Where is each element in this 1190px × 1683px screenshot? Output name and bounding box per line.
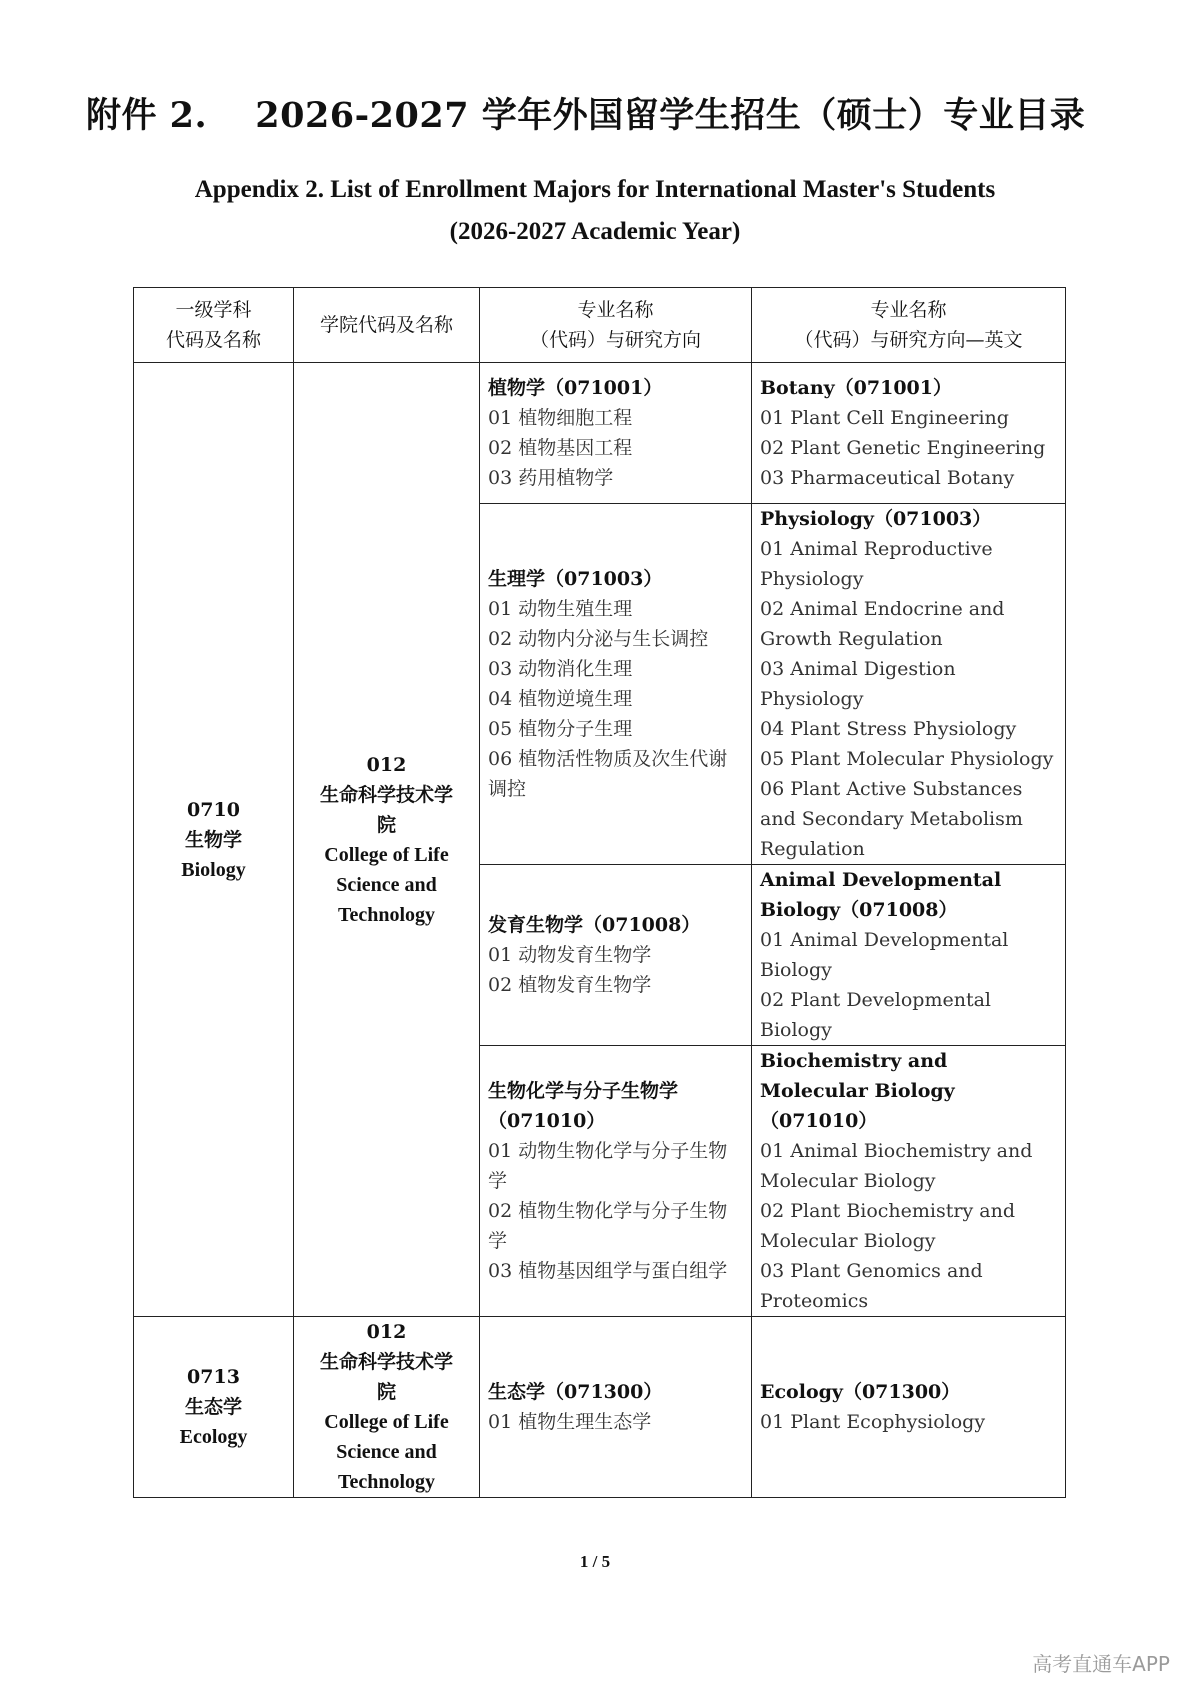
major-cn-cell (480, 504, 752, 865)
major-cn-cell (480, 1046, 752, 1317)
research-direction-en: 01 Plant Ecophysiology (760, 1411, 986, 1433)
majors-table (133, 287, 1066, 1498)
college-name-cn: 院 (376, 1381, 396, 1403)
research-direction-cn: 03 动物消化生理 (488, 658, 633, 680)
major-name-cn: 生物化学与分子生物学（071010） (488, 1080, 679, 1132)
page-number: 1 / 5 (579, 1552, 611, 1571)
college-name-en: Technology (337, 1471, 436, 1493)
table-row (134, 363, 1066, 504)
research-direction-cn: 01 动物发育生物学 (488, 944, 652, 966)
research-direction-en: 01 Animal Developmental Biology (760, 929, 1009, 981)
table-header-row (134, 288, 1066, 363)
major-cn-cell (480, 1317, 752, 1498)
title-text: 2026-2027 学年外国留学生招生（硕士）专业目录 (255, 95, 1086, 136)
discipline-cell (134, 1317, 294, 1498)
discipline-cell (134, 363, 294, 1317)
college-cell (294, 363, 480, 1317)
research-direction-cn: 02 植物生物化学与分子生物学 (488, 1200, 728, 1252)
research-direction-cn: 02 动物内分泌与生长调控 (488, 628, 709, 650)
college-code: 012 (366, 1321, 407, 1343)
page-title-cn (86, 88, 1106, 140)
major-name-en: Ecology（071300） (760, 1381, 961, 1403)
research-direction-cn: 03 药用植物学 (488, 467, 614, 489)
research-direction-en: 02 Plant Genetic Engineering (760, 437, 1046, 459)
research-direction-cn: 01 动物生物化学与分子生物学 (488, 1140, 728, 1192)
research-direction-cn: 04 植物逆境生理 (488, 688, 633, 710)
major-name-cn: 植物学（071001） (488, 377, 663, 399)
research-direction-cn: 06 植物活性物质及次生代谢调控 (488, 748, 728, 800)
discipline-name-en: Biology (181, 858, 246, 881)
college-name-en: Science and (336, 873, 437, 896)
major-en-cell (752, 865, 1066, 1046)
research-direction-cn: 05 植物分子生理 (488, 718, 633, 740)
research-direction-cn: 01 植物生理生态学 (488, 1411, 652, 1433)
research-direction-cn: 03 植物基因组学与蛋白组学 (488, 1260, 728, 1282)
research-direction-en: 01 Animal Reproductive Physiology (760, 538, 993, 590)
college-name-en: College of Life (324, 843, 449, 866)
research-direction-en: 01 Animal Biochemistry and Molecular Biology (760, 1140, 1033, 1192)
title-prefix: 附件 2. (86, 95, 208, 136)
research-direction-en: 03 Animal Digestion Physiology (760, 658, 956, 710)
college-name-en: Science and (336, 1441, 437, 1463)
header-college: 学院代码及名称 (294, 288, 480, 363)
header-discipline: 一级学科 代码及名称 (134, 288, 294, 363)
major-name-cn: 生理学（071003） (488, 568, 663, 590)
research-direction-en: 06 Plant Active Substances and Secondary Metabolism Regulation (760, 778, 1023, 860)
discipline-name-cn: 生态学 (184, 1396, 242, 1418)
major-name-en: Biochemistry and Molecular Biology（071010） (760, 1050, 955, 1132)
major-name-cn: 发育生物学（071008） (488, 914, 701, 936)
major-cn-cell (480, 865, 752, 1046)
page-title-en-line1: Appendix 2. List of Enrollment Majors for International Master's Students (194, 176, 996, 203)
research-direction-en: 05 Plant Molecular Physiology (760, 748, 1054, 770)
major-en-cell (752, 363, 1066, 504)
table-row (134, 1317, 1066, 1498)
research-direction-en: 02 Animal Endocrine and Growth Regulation (760, 598, 1005, 650)
college-name-cn: 院 (376, 813, 396, 836)
page-title-en-line2: (2026-2027 Academic Year) (449, 218, 741, 245)
college-name-cn: 生命科学技术学 (319, 1351, 453, 1373)
research-direction-en: 01 Plant Cell Engineering (760, 407, 1009, 429)
research-direction-en: 03 Plant Genomics and Proteomics (760, 1260, 983, 1312)
college-name-en: Technology (337, 903, 436, 926)
header-major-en: 专业名称 （代码）与研究方向—英文 (752, 288, 1066, 363)
watermark: 高考直通车APP (1032, 1652, 1170, 1676)
header-major-cn: 专业名称 （代码）与研究方向 (480, 288, 752, 363)
research-direction-en: 02 Plant Developmental Biology (760, 989, 991, 1041)
research-direction-en: 04 Plant Stress Physiology (760, 718, 1017, 740)
major-en-cell (752, 1317, 1066, 1498)
research-direction-cn: 02 植物发育生物学 (488, 974, 652, 996)
research-direction-cn: 01 植物细胞工程 (488, 407, 633, 429)
research-direction-en: 03 Pharmaceutical Botany (760, 467, 1015, 489)
college-name-cn: 生命科学技术学 (319, 783, 453, 806)
major-en-cell (752, 1046, 1066, 1317)
major-cn-cell (480, 363, 752, 504)
major-name-cn: 生态学（071300） (488, 1381, 663, 1403)
research-direction-cn: 02 植物基因工程 (488, 437, 633, 459)
major-name-en: Physiology（071003） (760, 508, 992, 530)
major-en-cell (752, 504, 1066, 865)
college-name-en: College of Life (324, 1411, 449, 1433)
discipline-name-cn: 生物学 (184, 828, 242, 851)
major-name-en: Botany（071001） (760, 377, 952, 399)
college-code: 012 (366, 753, 407, 776)
discipline-code: 0713 (187, 1366, 240, 1388)
research-direction-en: 02 Plant Biochemistry and Molecular Biology (760, 1200, 1015, 1252)
discipline-code: 0710 (187, 798, 240, 821)
college-cell (294, 1317, 480, 1498)
discipline-name-en: Ecology (179, 1426, 248, 1448)
research-direction-cn: 01 动物生殖生理 (488, 598, 633, 620)
major-name-en: Animal Developmental Biology（071008） (760, 869, 1002, 921)
